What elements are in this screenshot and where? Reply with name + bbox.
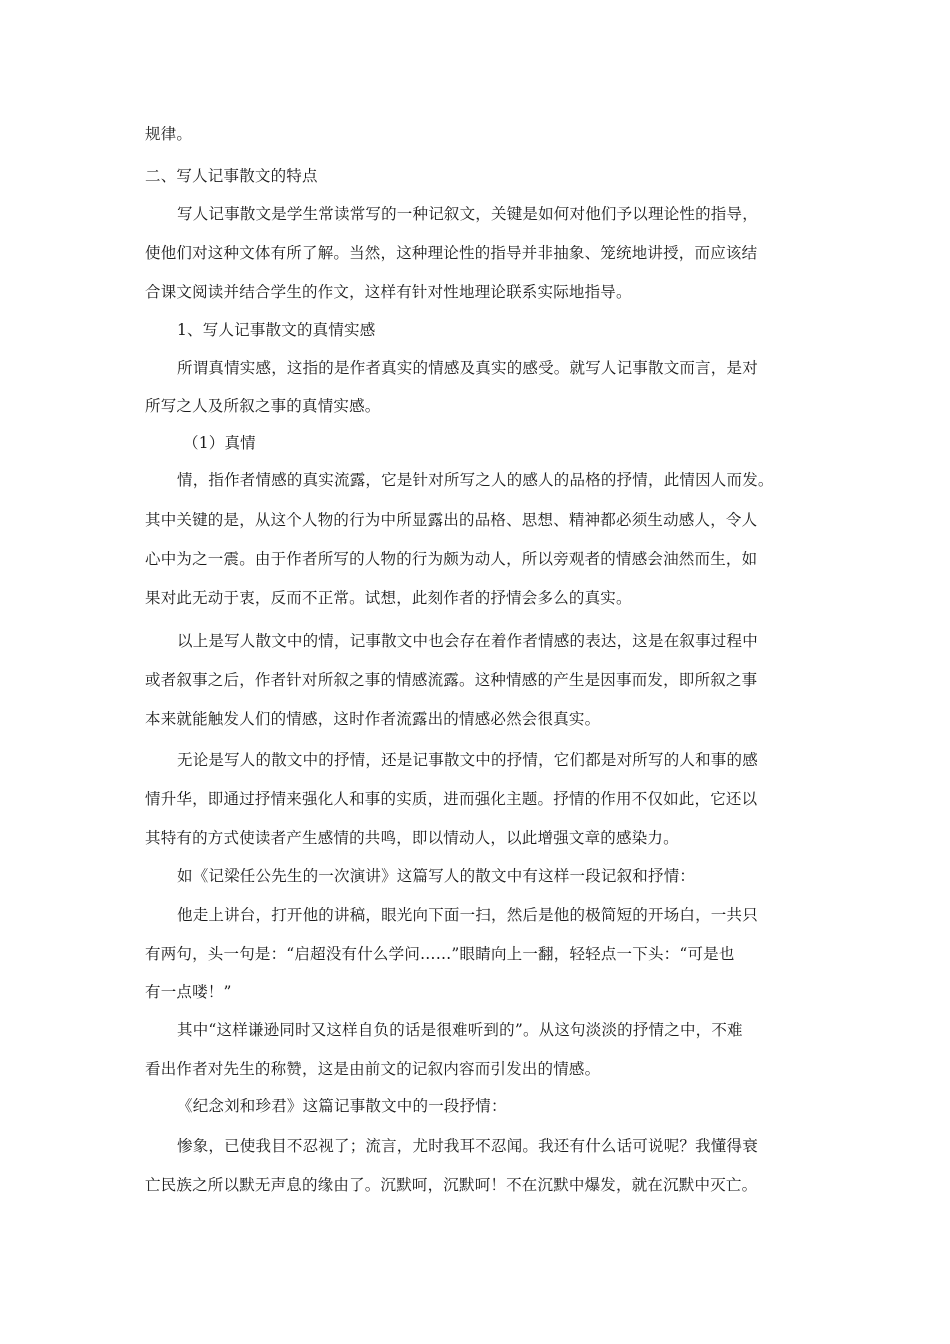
section-heading: 二、写人记事散文的特点: [145, 167, 318, 185]
text-line: 以上是写人散文中的情，记事散文中也会存在着作者情感的表达，这是在叙事过程中: [177, 632, 758, 650]
text-line: 规律。: [145, 125, 193, 143]
quote-line: 有一点喽！”: [145, 983, 232, 1001]
text-line: 写人记事散文是学生常读常写的一种记叙文，关键是如何对他们予以理论性的指导，: [177, 205, 758, 223]
text-line: 果对此无动于衷，反而不正常。试想，此刻作者的抒情会多么的真实。: [145, 589, 632, 607]
text-line: 或者叙事之后，作者针对所叙之事的情感流露。这种情感的产生是因事而发，即所叙之事: [145, 671, 758, 689]
text-line: 所写之人及所叙之事的真情实感。: [145, 397, 381, 415]
text-line: 合课文阅读并结合学生的作文，这样有针对性地理论联系实际地指导。: [145, 283, 632, 301]
text-line: 本来就能触发人们的情感，这时作者流露出的情感必然会很真实。: [145, 710, 601, 728]
text-line: 使他们对这种文体有所了解。当然，这种理论性的指导并非抽象、笼统地讲授，而应该结: [145, 244, 758, 262]
text-line: 如《记梁任公先生的一次演讲》这篇写人的散文中有这样一段记叙和抒情：: [177, 867, 696, 885]
quote-line: 亡民族之所以默无声息的缘由了。沉默呵，沉默呵！不在沉默中爆发，就在沉默中灭亡。: [145, 1176, 758, 1194]
subsection-heading: （1）真情: [183, 434, 256, 452]
text-line: 《纪念刘和珍君》这篇记事散文中的一段抒情：: [177, 1097, 507, 1115]
text-line: 其特有的方式使读者产生感情的共鸣，即以情动人，以此增强文章的感染力。: [145, 829, 679, 847]
subsection-heading: 1、写人记事散文的真情实感: [177, 321, 376, 339]
text-line: 无论是写人的散文中的抒情，还是记事散文中的抒情，它们都是对所写的人和事的感: [177, 751, 758, 769]
quote-line: 有两句，头一句是：“启超没有什么学问……”眼睛向上一翻，轻轻点一下头：“可是也: [145, 945, 735, 963]
text-line: 情升华，即通过抒情来强化人和事的实质，进而强化主题。抒情的作用不仅如此，它还以: [145, 790, 758, 808]
text-line: 所谓真情实感，这指的是作者真实的情感及真实的感受。就写人记事散文而言，是对: [177, 359, 758, 377]
quote-line: 惨象，已使我目不忍视了；流言，尤时我耳不忍闻。我还有什么话可说呢？我懂得衰: [177, 1137, 758, 1155]
quote-line: 他走上讲台，打开他的讲稿，眼光向下面一扫，然后是他的极简短的开场白，一共只: [177, 906, 758, 924]
text-line: 情，指作者情感的真实流露，它是针对所写之人的感人的品格的抒情，此情因人而发。: [177, 471, 774, 489]
text-line: 看出作者对先生的称赞，这是由前文的记叙内容而引发出的情感。: [145, 1060, 601, 1078]
text-line: 其中“这样谦逊同时又这样自负的话是很难听到的”。从这句淡淡的抒情之中，不难: [177, 1021, 743, 1039]
text-line: 心中为之一震。由于作者所写的人物的行为颇为动人，所以旁观者的情感会油然而生，如: [145, 550, 758, 568]
text-line: 其中关键的是，从这个人物的行为中所显露出的品格、思想、精神都必须生动感人，令人: [145, 511, 758, 529]
